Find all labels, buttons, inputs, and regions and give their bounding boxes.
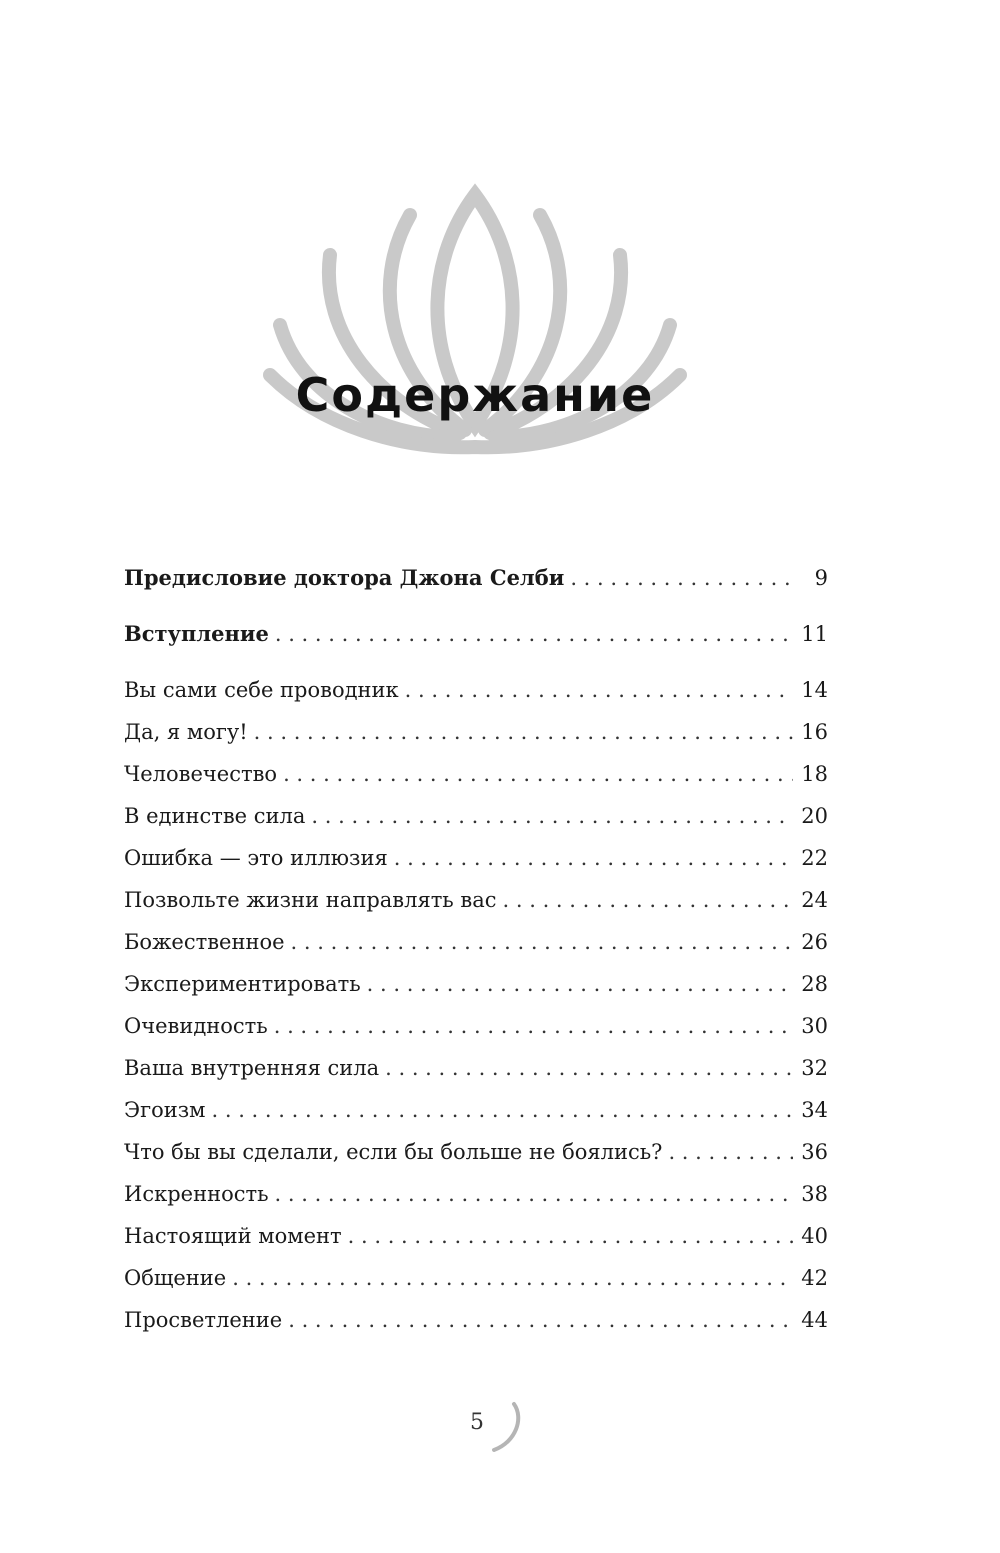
toc-leader-dots xyxy=(283,758,793,790)
toc-leader-dots xyxy=(274,1010,794,1042)
toc-entry[interactable] xyxy=(124,1178,828,1220)
toc-entry-title: Что бы вы сделали, если бы больше не боялись? xyxy=(124,1140,663,1164)
toc-entry[interactable] xyxy=(124,1304,828,1346)
toc-entry[interactable] xyxy=(124,1262,828,1304)
toc-leader-dots xyxy=(275,1178,794,1210)
page-number: 5 xyxy=(470,1410,484,1435)
toc-leader-dots xyxy=(367,968,794,1000)
toc-entry[interactable] xyxy=(124,1094,828,1136)
toc-entry[interactable] xyxy=(124,562,828,618)
toc-leader-dots xyxy=(348,1220,794,1252)
toc-entry[interactable] xyxy=(124,800,828,842)
toc-leader-dots xyxy=(254,716,794,748)
toc-entry-page: 24 xyxy=(801,888,828,912)
toc-leader-dots xyxy=(291,926,794,958)
toc-entry[interactable] xyxy=(124,1220,828,1262)
table-of-contents xyxy=(124,562,828,1346)
page-title: Содержание xyxy=(295,368,655,422)
toc-entry-page: 9 xyxy=(814,566,828,590)
toc-entry-title: Предисловие доктора Джона Селби xyxy=(124,565,565,590)
toc-leader-dots xyxy=(212,1094,794,1126)
toc-entry[interactable] xyxy=(124,968,828,1010)
toc-entry-page: 34 xyxy=(801,1098,828,1122)
toc-entry[interactable] xyxy=(124,716,828,758)
toc-entry[interactable] xyxy=(124,758,828,800)
toc-leader-dots xyxy=(503,884,794,916)
toc-entry-page: 40 xyxy=(801,1224,828,1248)
toc-entry-page: 42 xyxy=(801,1266,828,1290)
toc-entry-page: 38 xyxy=(801,1182,828,1206)
toc-entry-title: Просветление xyxy=(124,1308,283,1332)
toc-entry-page: 44 xyxy=(801,1308,828,1332)
toc-entry-title: Экспериментировать xyxy=(124,972,361,996)
toc-entry-page: 30 xyxy=(801,1014,828,1038)
toc-entry-title: Искренность xyxy=(124,1182,269,1206)
toc-leader-dots xyxy=(405,674,794,706)
toc-entry[interactable] xyxy=(124,1010,828,1052)
toc-entry[interactable] xyxy=(124,842,828,884)
toc-entry[interactable] xyxy=(124,674,828,716)
toc-entry-page: 14 xyxy=(801,678,828,702)
toc-entry-page: 26 xyxy=(801,930,828,954)
toc-entry-page: 16 xyxy=(801,720,828,744)
toc-entry[interactable] xyxy=(124,1136,828,1178)
toc-leader-dots xyxy=(311,800,793,832)
toc-entry-page: 32 xyxy=(801,1056,828,1080)
toc-leader-dots xyxy=(570,562,794,594)
swirl-icon xyxy=(486,1398,526,1458)
toc-entry[interactable] xyxy=(124,618,828,674)
toc-entry-title: Ваша внутренняя сила xyxy=(124,1056,380,1080)
toc-entry[interactable] xyxy=(124,926,828,968)
toc-leader-dots xyxy=(288,1304,793,1336)
toc-leader-dots xyxy=(275,618,793,650)
toc-entry-title: Человечество xyxy=(124,762,278,786)
toc-entry-title: В единстве сила xyxy=(124,804,306,828)
toc-entry[interactable] xyxy=(124,1052,828,1094)
toc-entry-page: 20 xyxy=(801,804,828,828)
toc-entry-title: Ошибка — это иллюзия xyxy=(124,846,388,870)
page-footer xyxy=(460,1398,530,1458)
toc-entry-title: Настоящий момент xyxy=(124,1224,342,1248)
toc-entry-page: 22 xyxy=(801,846,828,870)
toc-leader-dots xyxy=(385,1052,793,1084)
toc-entry-page: 28 xyxy=(801,972,828,996)
toc-leader-dots xyxy=(232,1262,793,1294)
toc-entry-page: 11 xyxy=(801,622,828,646)
toc-entry-title: Вступление xyxy=(124,621,269,646)
toc-entry-title: Общение xyxy=(124,1266,227,1290)
toc-entry-title: Позвольте жизни направлять вас xyxy=(124,888,497,912)
toc-leader-dots xyxy=(394,842,794,874)
toc-entry-title: Эгоизм xyxy=(124,1098,206,1122)
toc-entry[interactable] xyxy=(124,884,828,926)
toc-entry-title: Очевидность xyxy=(124,1014,268,1038)
toc-leader-dots xyxy=(668,1136,793,1168)
toc-entry-page: 36 xyxy=(801,1140,828,1164)
toc-entry-title: Божественное xyxy=(124,930,285,954)
toc-entry-title: Вы сами себе проводник xyxy=(124,678,399,702)
toc-entry-page: 18 xyxy=(801,762,828,786)
toc-entry-title: Да, я могу! xyxy=(124,720,248,744)
